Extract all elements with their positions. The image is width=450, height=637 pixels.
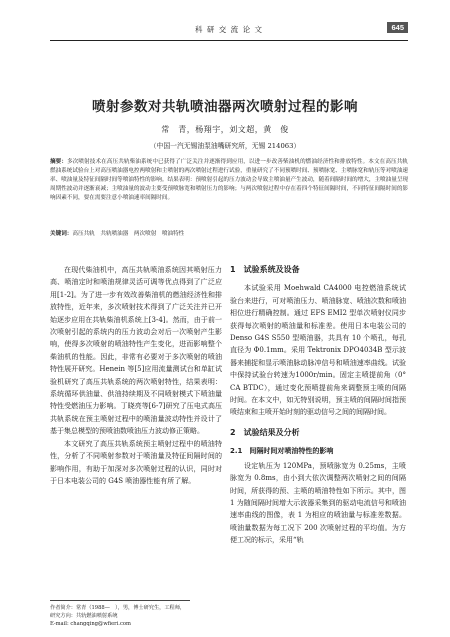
- footnote-author-info: 作者简介：常青（1988— ），男，博士研究生，工程师，研究方向：共轨燃油喷射系统: [50, 605, 186, 619]
- abstract: [50, 158, 408, 203]
- running-header: [50, 22, 408, 41]
- keywords-label: 关键词：: [50, 231, 73, 237]
- right-column: [230, 264, 406, 547]
- intro-paragraph-1: 在现代柴油机中，高压共轨喷油系统因其喷射压力高、喷油定时和喷油规律灵活可调等优点得到了广泛应用[1-2]。为了进一步有效改善柴油机的燃油经济性和排放特性，近年来，多次喷射技术得到了广泛关注并已开始逐步应用在共轨柴油机系统上[3-4]。然而，由于前一次喷射引起的系统内的压力波动会对后一次喷射产生影响，使得多次喷射的喷油特性产生变化，进而影响整个柴油机的性能。因此，非常有必要对于多次喷射的喷油特性展开研究。Henein 等[5]应用流量测试台和单缸试验机研究了高压共轨系统的两次喷射特性，结果表明：系统循环供油量、供油持续期及不同喷射模式下喷油量特性受燃油压力影响。丁晓亮等[6-7]研究了压电式高压共轨系统在预主喷射过程中的喷油量波动特性并设计了基于集总模型的预喷油数喷油压力波动修正策略。: [50, 266, 222, 436]
- section-heading-1: 1 试验系统及设备: [230, 265, 300, 274]
- section-2-1-paragraph: 设定轨压为 120MPa，预喷脉宽为 0.25ms，主喷脉宽为 0.8ms，由小到大依次调整两次喷射之间的间隔时间，所获得的预、主喷的喷油特性如下所示。其中，图 1 为随间隔时间增大示波器采集到的驱动电流信号和喷油速率曲线的图像，表 1 为相应的喷油量与标准差数据。喷油量数据为每工况下 200 次喷射过程的平均值。为方便工况的标示，采用“轨: [230, 461, 406, 545]
- journal-section-label: 科 研 交 流 论 文: [195, 25, 263, 34]
- page-number: 645: [387, 22, 408, 33]
- affiliation: （中国一汽无锡油泵油嘴研究所，无锡 214063）: [149, 142, 301, 150]
- section-heading-2: 2 试验结果及分析: [230, 427, 300, 437]
- author-list: 常 青，杨翔宇，刘文超，黄 俊: [161, 125, 289, 134]
- abstract-text: 多次喷射技术在高压共轨柴油系统中已获得了广泛关注并逐渐得到应用，以进一步改善柴油机的燃油经济性和排放特性。本文在高压共轨燃油系统试验台上对高压喷油器电控两喷射和主喷射的两次喷射过程进行试验，重量研究了不同预喷时间、预喷脉宽、主喷脉宽和轨压等对喷油速率、喷油量及特征间隔时间等喷油特性的影响。结果表明：预喷射引起的压力波动会导致主喷油量产生波动，随着间隔时间的增大，主喷油量呈现周期性波动并逐渐衰减；主喷油量的波动主要受预喷脉宽和喷射压力的影响；与两次喷射过程中存在着四个特征间隔时间，不同特征间隔时间的影响因素不同，要在需要注意小喷油速率间隔时间。: [50, 159, 409, 201]
- left-column: [50, 264, 222, 487]
- intro-paragraph-2: 本文研究了高压共轨系统预主喷射过程中的喷油特性，分析了不同喷射参数对于喷油量及特征间隔时间的影响作用，有助于加深对多次喷射过程的认识，同时对于日本电装公司的 G4S 喷油器性能有所了解。: [50, 439, 222, 485]
- paper-title: 喷射参数对共轨喷油器两次喷射过程的影响: [92, 99, 358, 115]
- abstract-label: 摘要：: [50, 159, 68, 165]
- footnote-email: E-mail: changqing@wfieri.com: [50, 621, 131, 627]
- section-1-paragraph: 本试验采用 Moehwald CA4000 电控燃油系统试验台来进行，可对喷油压力、喷油脉宽、喷油次数和喷油相位进行精确控制。通过 EFS EMI2 型单次喷射仪同步获得每次喷射的喷油量和标准差。使用日本电装公司的 Denso G4S S550 型喷油器，共具有 10 个喷孔，每孔直径为 Φ0.1mm。采用 Tektronix DPO4034B 型示波器来捕捉和显示喷油脉动脉冲信号和喷油速率曲线。试验中保持试验台转速为1000r/min。固定主喷提前角（0° CA BTDC），通过变化预喷提前角来调整预主喷的间隔时间。在本文中，如无特别说明，预主喷的间隔时间指预喷结束和主喷开始时刻的驱动信号之间的间隔时间。: [230, 284, 406, 417]
- author-footnote: [50, 600, 190, 628]
- subsection-heading-2-1: 2.1 间隔时间对喷油特性的影响: [230, 447, 334, 456]
- keywords: [50, 230, 408, 239]
- keywords-text: 高压共轨 共轨喷油器 两次喷射 喷油特性: [72, 231, 185, 237]
